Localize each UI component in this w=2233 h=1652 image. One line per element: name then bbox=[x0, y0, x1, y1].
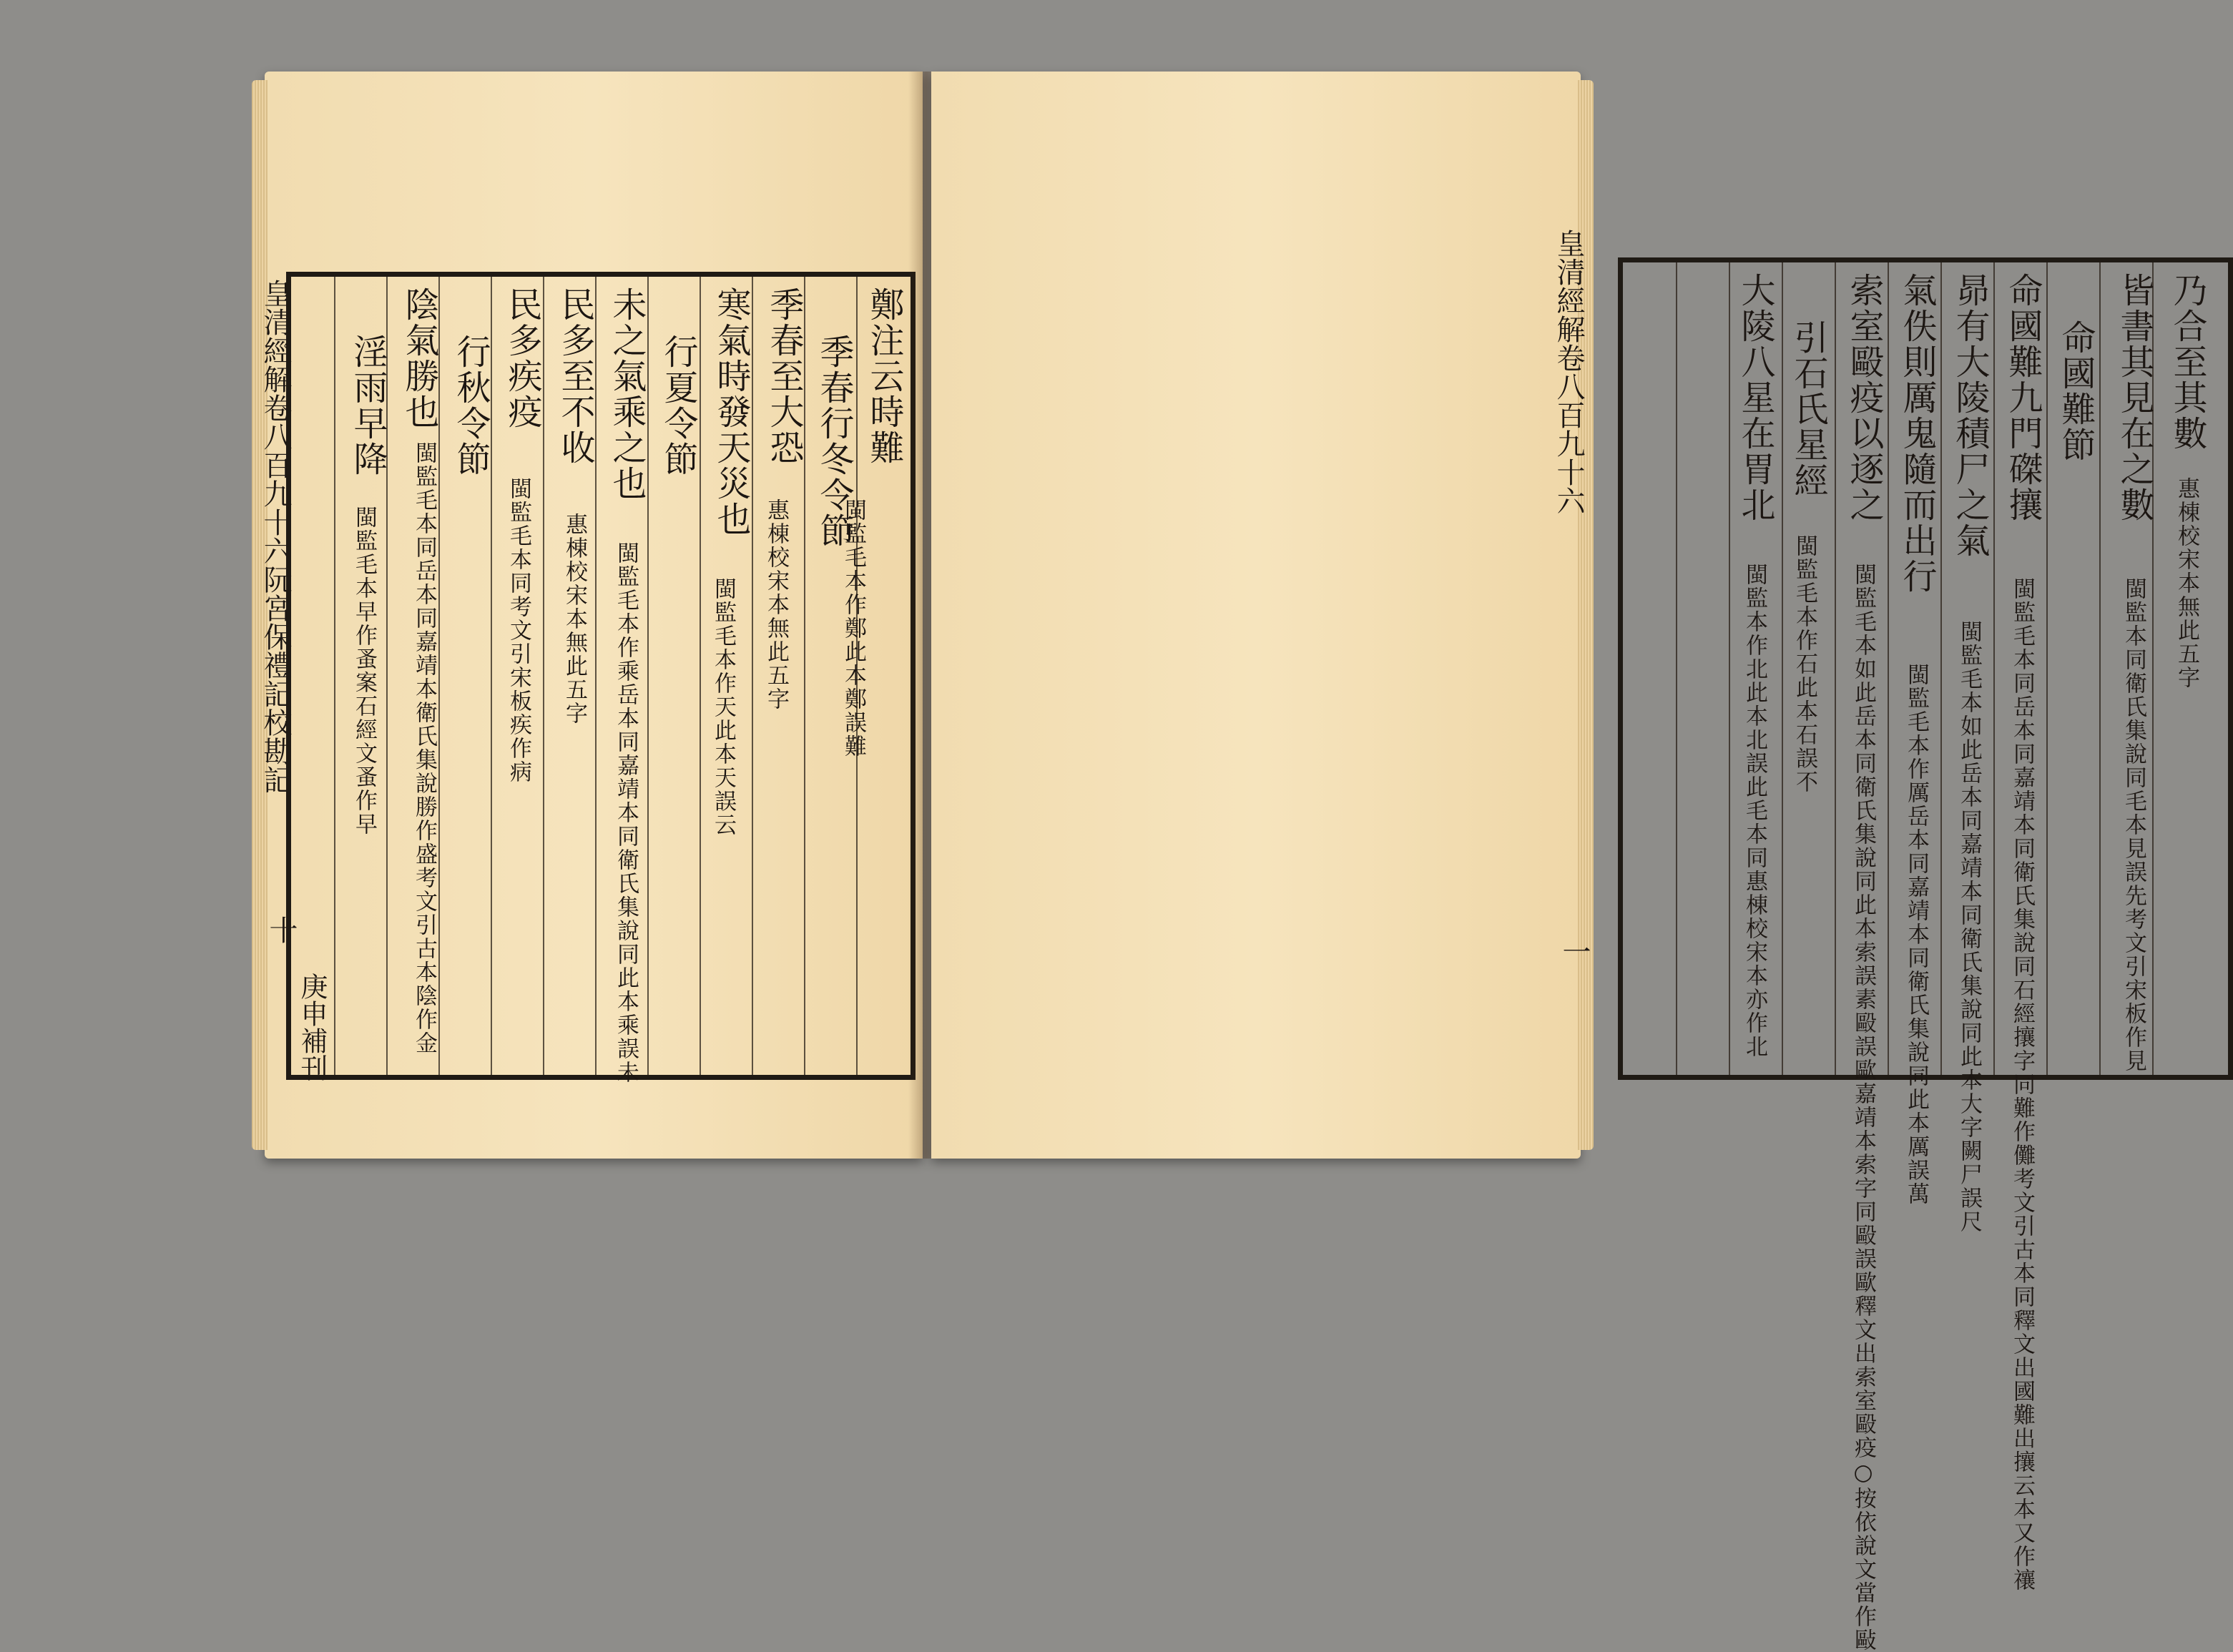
open-book bbox=[259, 72, 2207, 1652]
left-col-1-main: 鄭注云時難 bbox=[864, 287, 904, 466]
left-col-6-note: 閩監毛本作乘岳本同嘉靖本同衛氏集說同此本乘誤未 bbox=[613, 541, 639, 1084]
left-col-4-note: 閩監毛本作天此本天誤云 bbox=[710, 577, 736, 837]
left-col-11-note: 閩監毛本早作蚤案石經文蚤作早 bbox=[351, 506, 377, 836]
left-col-10-main: 陰氣勝也 bbox=[399, 287, 439, 430]
right-col-5-main: 昴有大陵積尸之氣 bbox=[1950, 272, 1990, 559]
right-text-frame bbox=[1618, 257, 2233, 1652]
right-col-1-main: 乃合至其數 bbox=[2167, 272, 2207, 451]
left-col-8-note: 閩監毛本同考文引宋板疾作病 bbox=[506, 477, 531, 784]
right-col-9-main: 大陵八星在胃北 bbox=[1735, 272, 1775, 523]
left-col-4-main: 寒氣時發天災也 bbox=[711, 287, 751, 537]
left-col-2-main: 季春行冬令節 bbox=[814, 334, 854, 549]
left-col-5-main: 行夏令節 bbox=[658, 334, 698, 477]
left-col-3-note: 惠棟校宋本無此五字 bbox=[763, 498, 789, 711]
left-col-9-main: 行秋令節 bbox=[451, 334, 491, 477]
right-col-8-main: 引石氏星經 bbox=[1788, 320, 1828, 498]
right-col-7-note: 閩監毛本如此岳本同衛氏集說同此本索誤素毆誤歐嘉靖本索字同毆誤歐釋文出索室毆疫○按依說文當作敺 bbox=[1850, 563, 1876, 1652]
right-col-5-note: 閩監毛本如此岳本同嘉靖本同衛氏集說同此本大字闕尸誤尺 bbox=[1956, 620, 1982, 1234]
left-col-6-main: 未之氣乘之也 bbox=[607, 287, 647, 501]
left-col-7-note: 惠棟校宋本無此五字 bbox=[561, 513, 587, 725]
left-printer-note: 庚申補刊 bbox=[296, 973, 328, 1081]
right-margin-title: 皇清經解卷八百九十六 bbox=[1552, 229, 1585, 515]
left-page bbox=[259, 72, 923, 1159]
right-col-4-note: 閩監毛本同岳本同嘉靖本同衛氏集說同石經攘字同難作儺考文引古本同釋文出國難出攘云本又作禳 bbox=[2009, 577, 2035, 1592]
left-leaf-number: 十 bbox=[265, 915, 298, 944]
right-col-9-note: 閩監本作北此本北誤此毛本同惠棟校宋本亦作北 bbox=[1742, 563, 1767, 1058]
left-col-11-main: 淫雨早降 bbox=[348, 334, 388, 477]
right-col-4-main: 命國難九門磔攘 bbox=[2003, 272, 2043, 523]
right-col-6-note: 閩監毛本作厲岳本同嘉靖本同衛氏集說同此本厲誤萬 bbox=[1903, 663, 1929, 1206]
right-col-2-note: 閩監本同衛氏集說同毛本見誤先考文引宋板作見 bbox=[2121, 577, 2146, 1073]
left-col-3-main: 季春至大恐 bbox=[764, 287, 804, 466]
left-col-7-main: 民多至不收 bbox=[555, 287, 595, 466]
left-col-1-note: 閩監毛本作鄭此本鄭誤難 bbox=[840, 498, 866, 758]
right-col-7-main: 索室毆疫以逐之 bbox=[1844, 272, 1884, 523]
right-col-3-main: 命國難節 bbox=[2056, 320, 2096, 463]
left-margin-title: 皇清經解卷八百九十六阮宮保禮記校勘記 bbox=[259, 279, 292, 794]
right-page bbox=[931, 72, 2207, 1652]
right-leaf-number: 一 bbox=[1558, 937, 1591, 965]
left-col-10-note: 閩監毛本同岳本同嘉靖本衛氏集說勝作盛考文引古本陰作金 bbox=[411, 441, 437, 1055]
right-col-2-main: 皆書其見在之數 bbox=[2114, 272, 2154, 523]
right-col-6-main: 氣佚則厲鬼隨而出行 bbox=[1897, 272, 1937, 594]
right-col-8-note: 閩監毛本作石此本石誤不 bbox=[1792, 534, 1817, 794]
right-col-1-note: 惠棟校宋本無此五字 bbox=[2174, 477, 2199, 689]
left-text-frame bbox=[286, 272, 916, 1084]
left-col-8-main: 民多疾疫 bbox=[502, 287, 542, 430]
